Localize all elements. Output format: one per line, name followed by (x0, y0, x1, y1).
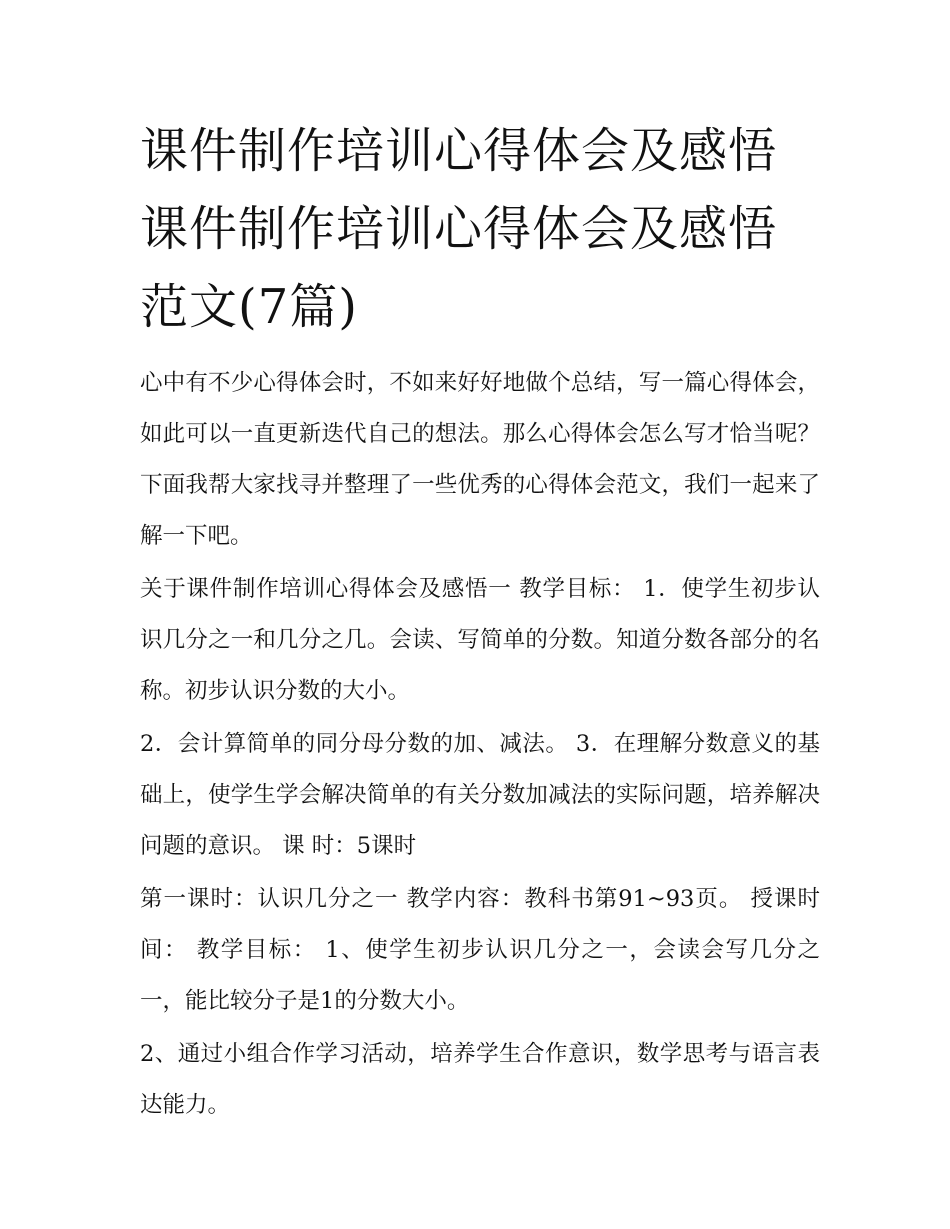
paragraph-goals-continued: 2．会计算简单的同分母分数的加、减法。 3．在理解分数意义的基础上，使学生学会解决简单的有关分数加减法的实际问题，培养解决问题的意识。 课 时：5课时 (140, 731, 820, 859)
paragraph-group-learning: 2、通过小组合作学习活动，培养学生合作意识，数学思考与语言表达能力。 (140, 1041, 820, 1118)
paragraph-teaching-goals: 关于课件制作培训心得体会及感悟一 教学目标： 1．使学生初步认识几分之一和几分之几。会读、写简单的分数。知道分数各部分的名称。初步认识分数的大小。 (140, 576, 820, 704)
document-title: 课件制作培训心得体会及感悟课件制作培训心得体会及感悟范文(7篇) (140, 123, 778, 335)
paragraph-first-lesson: 第一课时：认识几分之一 教学内容：教科书第91~93页。 授课时间： 教学目标： 1、使学生初步认识几分之一，会读会写几分之一，能比较分子是1的分数大小。 (140, 886, 820, 1014)
paragraph-intro: 心中有不少心得体会时，不如来好好地做个总结，写一篇心得体会，如此可以一直更新迭代自己的想法。那么心得体会怎么写才恰当呢？下面我帮大家找寻并整理了一些优秀的心得体会范文，我们一起来了解一下吧。 (140, 370, 820, 549)
document-content (140, 112, 820, 1133)
